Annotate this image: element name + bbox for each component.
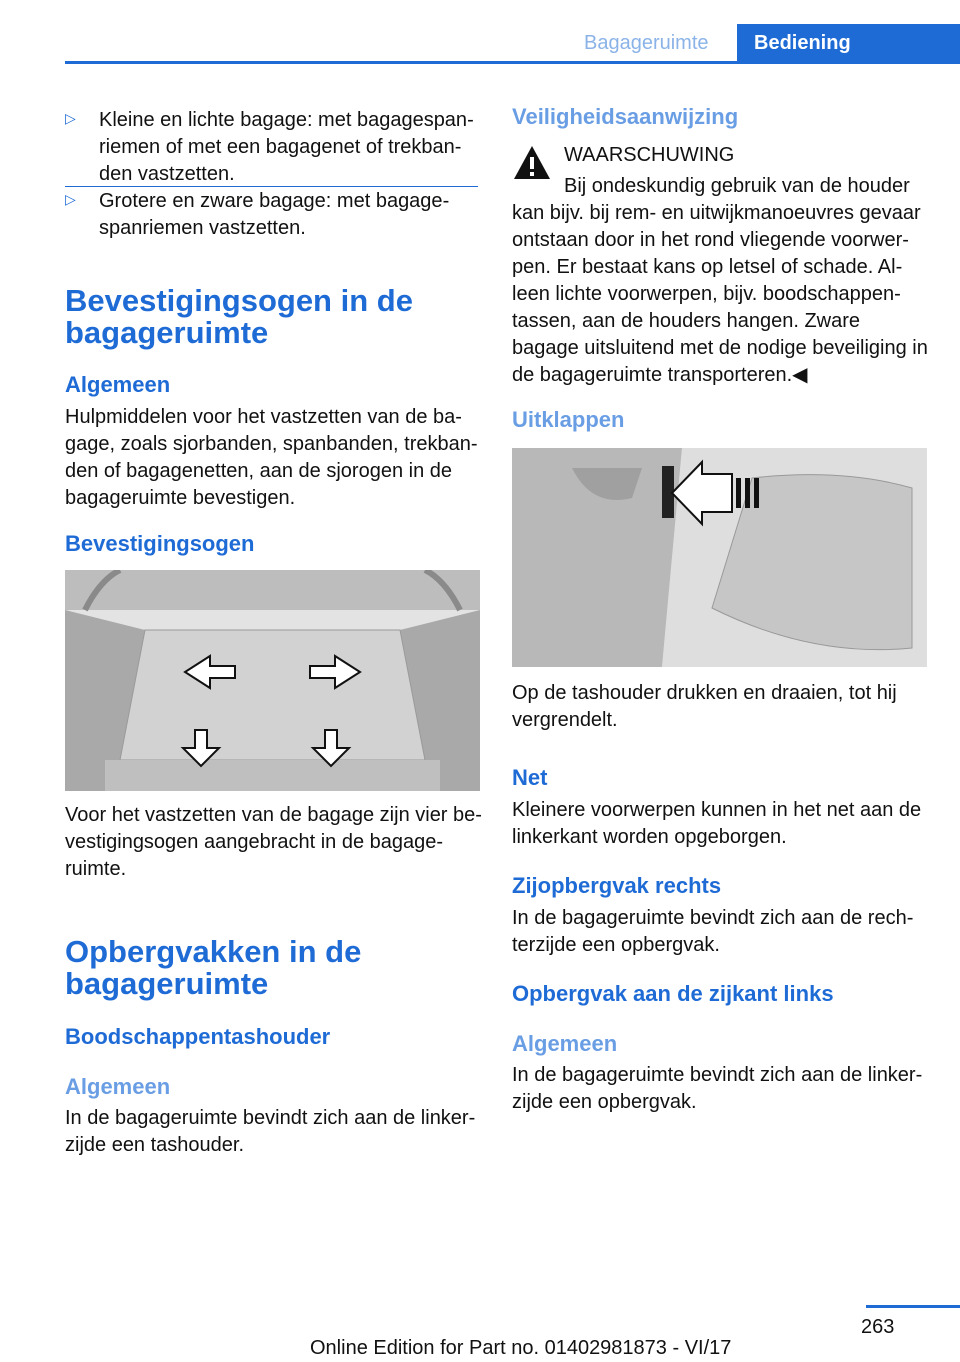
paragraph-tashouder: In de bagageruimte bevindt zich aan de linkerzijde een tashouder. [65, 1107, 476, 1156]
heading-algemeen-opbergvak: Algemeen [512, 1031, 618, 1056]
header-section-title: Bagageruimte [584, 32, 709, 54]
footer-edition: Online Edition for Part no. 01402981873 - VI/17 [310, 1337, 732, 1359]
header-chapter-tab [737, 24, 960, 64]
warning-label: WAARSCHUWING [564, 144, 735, 166]
figure-trunk-tie-down-eyes [65, 570, 480, 791]
paragraph-zijopbergvak: In de bagageruimte bevindt zich aan de rechterzijde een opbergvak. [512, 907, 914, 956]
heading-boodschappentashouder: Boodschappentashouder [65, 1024, 331, 1049]
warning-triangle-icon [512, 143, 552, 183]
heading-opbergvak-links: Opbergvak aan de zijkant links [512, 981, 834, 1006]
heading-algemeen-tashouder: Algemeen [65, 1074, 171, 1099]
page-number: 263 [861, 1316, 895, 1338]
bullet-item-2: Grotere en zware bagage: met bagagespanriemen vastzetten. [99, 190, 450, 239]
heading-bevestigingsogen-bagageruimte: Bevestigingsogen in de bagageruimte [65, 283, 413, 350]
bullet-divider [65, 186, 478, 187]
heading-algemeen: Algemeen [65, 372, 171, 397]
warning-text: kan bijv. bij rem- en uitwijkmanoeuvres gevaar ontstaan door in het rond vliegende voorwerpen. Er bestaat kans op letsel of schade. Alleen lichte voorwerpen, bijv. boodschappentassen, aan de houders hangen. Zware bagage uitsluitend met de nodige beveiliging in de bagageruimte transporteren.◀ [512, 202, 928, 386]
heading-bevestigingsogen: Bevestigingsogen [65, 531, 255, 556]
heading-uitklappen: Uitklappen [512, 407, 625, 432]
paragraph-bevestigingsogen: Voor het vastzetten van de bagage zijn vier bevestigingsogen aangebracht in de bagageruimte. [65, 804, 482, 880]
heading-opbergvakken-bagageruimte: Opbergvakken in de bagageruimte [65, 934, 362, 1001]
figure-bag-holder [512, 448, 927, 667]
warning-text-first-line: Bij ondeskundig gebruik van de houder [564, 175, 910, 197]
heading-net: Net [512, 765, 548, 790]
paragraph-net: Kleinere voorwerpen kunnen in het net aan de linkerkant worden opgeborgen. [512, 799, 922, 848]
heading-zijopbergvak-rechts: Zijopbergvak rechts [512, 873, 722, 898]
bullet-item-1: Kleine en lichte bagage: met bagagespanriemen of met een bagagenet of trekbanden vastzetten. [99, 109, 474, 185]
paragraph-uitklappen: Op de tashouder drukken en draaien, tot hij vergrendelt. [512, 682, 897, 731]
header-chapter-label: Bediening [754, 32, 851, 54]
bullet-triangle-icon: ▷ [65, 191, 76, 207]
heading-veiligheidsaanwijzing: Veiligheidsaanwijzing [512, 104, 739, 129]
bullet-triangle-icon: ▷ [65, 110, 76, 126]
header-rule [65, 61, 960, 64]
paragraph-algemeen: Hulpmiddelen voor het vastzetten van de bagage, zoals sjorbanden, spanbanden, trekbanden of bagagenetten, aan de sjorogen in de bagageruimte bevestigen. [65, 406, 478, 509]
footer-rule [866, 1305, 960, 1308]
paragraph-opbergvak-links: In de bagageruimte bevindt zich aan de linkerzijde een opbergvak. [512, 1064, 923, 1113]
